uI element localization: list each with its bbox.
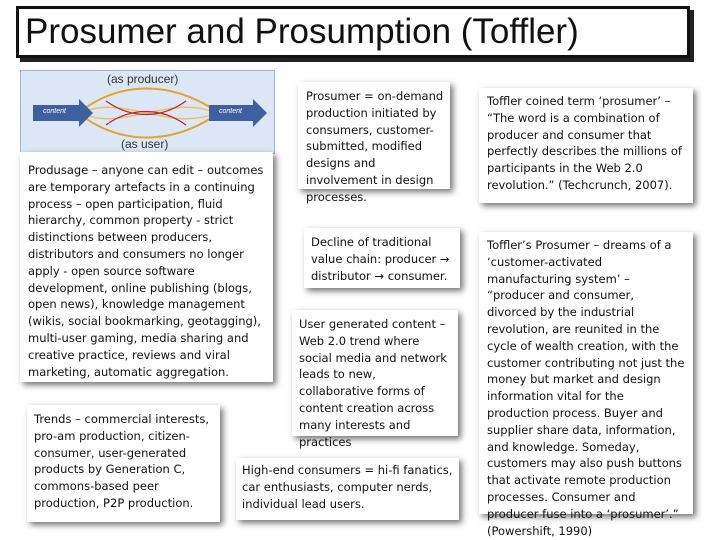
page-title: Prosumer and Prosumption (Toffler)	[25, 12, 579, 51]
high-end-consumers-panel	[236, 458, 459, 520]
produsage-panel	[20, 152, 273, 382]
produsage-text: Produsage – anyone can edit – outcomes are temporary artefacts in a continuing process – open participation, fluid hierarchy, common property - strict distinctions between producers, distributors and consumers no longer apply - open source software development, online publishing (blogs, open news), knowledge management (wikis, social bookmarking, geotagging), multi-user gaming, media sharing and creative practice, reviews and viral marketing, automatic aggregation.	[28, 163, 264, 379]
right-content-label: content	[219, 108, 242, 115]
value-chain-panel	[304, 228, 460, 288]
toffler-coined-text: Toffler coined term ‘prosumer’ – “The word is a combination of producer and consumer that perfectly describes the millions of participants in the Web 2.0 revolution.” (Techcrunch, 2007).	[487, 94, 682, 192]
prosumer-definition-panel	[298, 82, 450, 204]
produsage-diagram	[20, 70, 275, 154]
toffler-prosumer-text: Toffler’s Prosumer – dreams of a ‘customer-activated manufacturing system’ – “producer and consumer, divorced by the industrial revolution, are reunited in the cycle of wealth creation, with the customer contributing not just the money but market and design information vital for the production process. Buyer and supplier share data, information, and knowledge. Someday, customers may also push buttons that activate remote production processes. Consumer and producer fuse into a ‘prosumer’.” (Powershift, 1990)	[487, 238, 685, 538]
toffler-coined-panel	[479, 88, 693, 203]
as-producer-label: (as producer)	[107, 72, 179, 86]
prosumer-definition-text: Prosumer = on-demand production initiated by consumers, customer-submitted, modified designs and involvement in design processes.	[306, 89, 444, 204]
toffler-prosumer-panel	[479, 232, 693, 538]
title-box	[16, 6, 690, 58]
trends-text: Trends – commercial interests, pro-am production, citizen-consumer, user-generated products by Generation C, commons-based peer production, P2P production.	[34, 412, 210, 510]
high-end-consumers-text: High-end consumers = hi-fi fanatics, car enthusiasts, computer nerds, individual lead users.	[242, 463, 453, 511]
ugc-text: User generated content – Web 2.0 trend where social media and network leads to new, collaborative forms of content creation across many interests and practices	[299, 317, 447, 449]
trends-panel	[27, 405, 220, 522]
ugc-panel	[292, 310, 458, 449]
value-chain-text: Decline of traditional value chain: producer → distributor → consumer.	[311, 235, 450, 283]
as-user-label: (as user)	[121, 137, 169, 151]
left-content-label: content	[43, 108, 66, 115]
